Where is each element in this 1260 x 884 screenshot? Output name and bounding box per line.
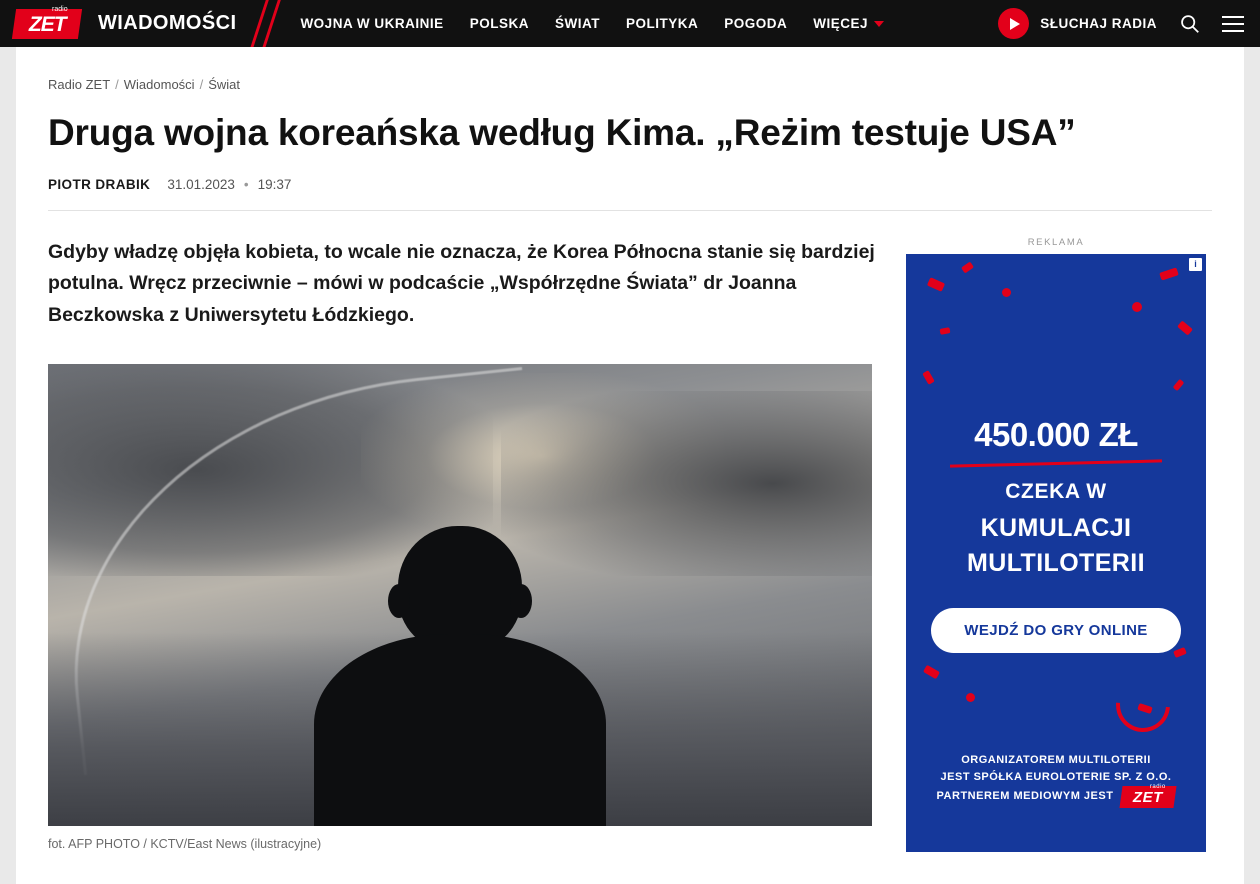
advertisement-label: REKLAMA: [1027, 236, 1085, 248]
article-author[interactable]: PIOTR DRABIK: [48, 176, 151, 192]
decorative-slashes: [250, 0, 290, 47]
listen-radio-button[interactable]: [998, 8, 1157, 39]
section-title[interactable]: WIADOMOŚCI: [98, 12, 237, 34]
article-date: 31.01.2023: [167, 176, 235, 192]
ad-line-3: MULTILOTERII: [967, 548, 1145, 577]
breadcrumb-item-radio-zet[interactable]: Radio ZET: [48, 77, 111, 92]
ad-line-2: KUMULACJI: [980, 513, 1132, 542]
top-navigation-bar: [0, 0, 1260, 47]
article-lead: Gdyby władzę objęła kobieta, to wcale nie oznacza, że Korea Północna stanie się bardziej potulna. Wręcz przeciwnie – mówi w podcaście „Współrzędne Świata” dr Joanna Beczkowska z Uniwersytetu Łódzkiego.: [48, 240, 875, 327]
ad-line-1: CZEKA W: [1005, 479, 1107, 503]
nav-item-pogoda[interactable]: POGODA: [724, 16, 788, 31]
photo-caption: fot. AFP PHOTO / KCTV/East News (ilustracyjne): [48, 836, 322, 851]
site-logo[interactable]: [0, 0, 236, 47]
nav-right-controls: [998, 0, 1260, 47]
breadcrumb-separator: /: [115, 77, 119, 92]
hamburger-menu-icon[interactable]: [1222, 16, 1244, 32]
logo-text: ZET: [28, 12, 66, 35]
ad-radio-zet-logo: [1120, 783, 1177, 808]
article-card: [16, 47, 1244, 884]
chevron-down-icon: [874, 21, 884, 27]
article-byline: [48, 177, 1212, 211]
advertisement-banner[interactable]: [906, 254, 1206, 852]
breadcrumb-separator: /: [199, 77, 204, 92]
listen-radio-label: SŁUCHAJ RADIA: [1040, 16, 1157, 31]
search-icon[interactable]: [1179, 13, 1200, 34]
breadcrumb-item-wiadomosci[interactable]: Wiadomości: [123, 77, 195, 92]
radio-zet-logo[interactable]: [12, 5, 82, 39]
ad-amount: 450.000 ZŁ: [974, 415, 1138, 453]
nav-item-wiecej[interactable]: [813, 16, 884, 31]
ad-logo-text: ZET: [1133, 788, 1164, 806]
article-time: 19:37: [257, 176, 292, 192]
breadcrumb-item-swiat[interactable]: Świat: [208, 77, 240, 92]
decorative-swoosh: [1105, 667, 1181, 743]
page-container: [0, 47, 1260, 884]
nav-item-swiat[interactable]: ŚWIAT: [554, 16, 600, 31]
ad-footer-line-2: JEST SPÓŁKA EUROLOTERIE SP. Z O.O.: [940, 770, 1172, 783]
logo-superscript: radio: [51, 5, 68, 12]
play-icon[interactable]: [998, 8, 1029, 39]
ad-footer-line-3: PARTNEREM MEDIOWYM JEST: [936, 790, 1114, 803]
nav-item-polityka[interactable]: POLITYKA: [625, 16, 699, 31]
nav-item-wiecej-label: WIĘCEJ: [813, 16, 868, 31]
nav-item-polska[interactable]: POLSKA: [469, 16, 529, 31]
article-main-column: [48, 237, 876, 852]
article-figure: [48, 364, 876, 851]
main-nav-links: [300, 16, 884, 31]
sidebar-column: [906, 237, 1206, 852]
person-silhouette: [310, 526, 610, 826]
content-columns: [48, 237, 1212, 852]
breadcrumb: [48, 47, 1212, 92]
ad-cta-button[interactable]: WEJDŹ DO GRY ONLINE: [931, 608, 1181, 653]
byline-separator: •: [243, 176, 249, 192]
ad-underline: [950, 459, 1162, 467]
article-photo: [48, 364, 872, 826]
ad-footer: [906, 752, 1206, 808]
nav-item-wojna-w-ukrainie[interactable]: WOJNA W UKRAINIE: [300, 16, 444, 31]
page-title: Druga wojna koreańska według Kima. „Reżim testuje USA”: [48, 112, 1076, 153]
ad-logo-superscript: radio: [1150, 783, 1167, 790]
ad-info-icon[interactable]: i: [1189, 258, 1202, 271]
ad-footer-line-1: ORGANIZATOREM MULTILOTERII: [961, 753, 1151, 766]
